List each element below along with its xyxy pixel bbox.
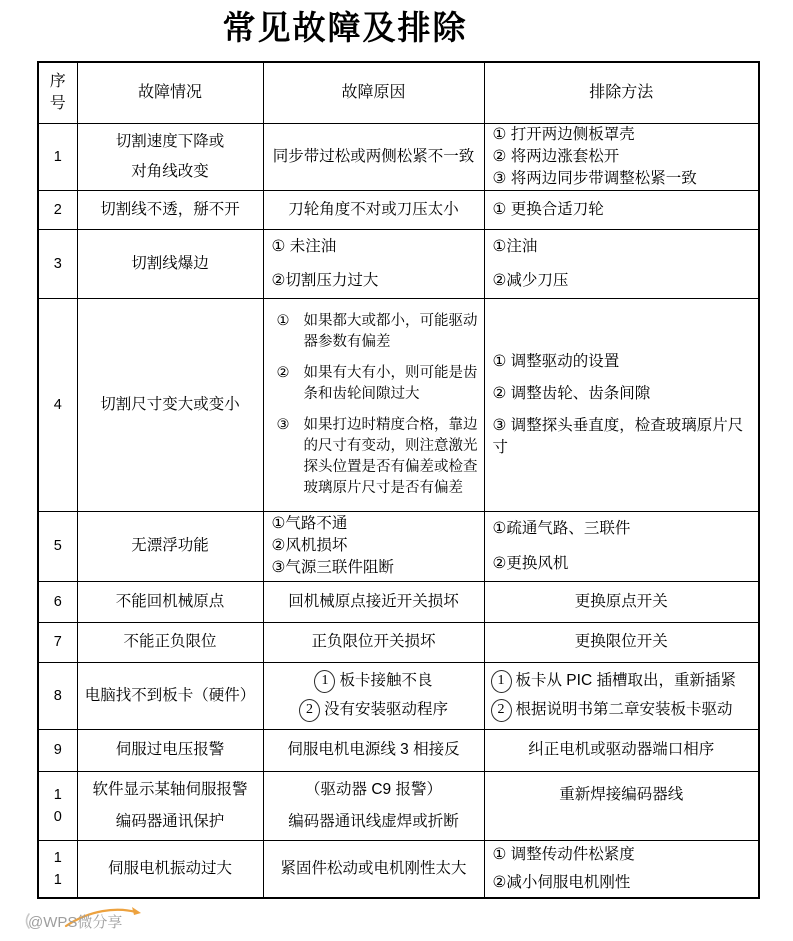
- table-row: [38, 511, 759, 581]
- cell-fault: 不能回机械原点: [77, 581, 263, 622]
- serial-digit: 1: [53, 871, 62, 888]
- cell-serial: 7: [38, 622, 77, 662]
- cell-fix: [484, 662, 759, 729]
- item-number: ②: [276, 364, 290, 381]
- item-text: 板卡接触不良: [339, 672, 433, 689]
- header-fault: 故障情况: [77, 62, 263, 123]
- cause-line: ①气路不通: [271, 515, 348, 532]
- table-header-row: [38, 62, 759, 123]
- cell-cause: [263, 229, 484, 298]
- cell-cause: 回机械原点接近开关损坏: [263, 581, 484, 622]
- cell-fault: 伺服电机振动过大: [77, 840, 263, 898]
- item-number: ①: [276, 312, 290, 329]
- fix-line: ②更换风机: [492, 554, 569, 572]
- cell-fix: [484, 298, 759, 511]
- cell-cause: 同步带过松或两侧松紧不一致: [263, 123, 484, 190]
- wps-watermark: [28, 910, 178, 940]
- cell-cause: [263, 662, 484, 729]
- table-row: [38, 622, 759, 662]
- cell-serial: 3: [38, 229, 77, 298]
- header-fix: 排除方法: [484, 62, 759, 123]
- fault-line: 软件显示某轴伺服报警: [92, 780, 248, 798]
- cell-fault: 电脑找不到板卡（硬件）: [77, 662, 263, 729]
- page-title: 常见故障及排除: [222, 11, 468, 47]
- circled-number-icon: 2: [491, 699, 512, 722]
- cell-cause: 伺服电机电源线 3 相接反: [263, 729, 484, 771]
- fix-line: ③ 将两边同步带调整松紧一致: [492, 169, 697, 187]
- header-cause: 故障原因: [263, 62, 484, 123]
- cause-item: [264, 415, 484, 499]
- table-row: [38, 662, 759, 729]
- cause-item: [264, 363, 484, 405]
- cell-fix: ① 更换合适刀轮: [484, 190, 759, 229]
- fix-line: ①疏通气路、三联件: [492, 519, 631, 537]
- item-text: 根据说明书第二章安装板卡驱动: [515, 701, 733, 718]
- cell-serial: 6: [38, 581, 77, 622]
- table-row: [38, 840, 759, 898]
- fix-line: ②减少刀压: [492, 271, 569, 289]
- cell-fix: 更换原点开关: [484, 581, 759, 622]
- cell-fix: [484, 840, 759, 898]
- fix-line: ② 将两边涨套松开: [492, 147, 620, 165]
- cell-cause: [263, 298, 484, 511]
- serial-digit: 0: [53, 808, 62, 825]
- fix-line: ① 调整驱动的设置: [492, 352, 620, 370]
- header-serial-line2: 号: [49, 94, 66, 112]
- cell-fix: 纠正电机或驱动器端口相序: [484, 729, 759, 771]
- cause-item: [264, 311, 484, 353]
- table-row: [38, 729, 759, 771]
- cause-item: [264, 670, 484, 693]
- cell-fault: [77, 771, 263, 840]
- serial-digit: 1: [53, 786, 62, 803]
- fix-line: ①注油: [492, 237, 538, 255]
- table-row: [38, 229, 759, 298]
- cell-cause: 正负限位开关损坏: [263, 622, 484, 662]
- cell-serial: 1: [38, 123, 77, 190]
- cell-serial: 8: [38, 662, 77, 729]
- circled-number-icon: 1: [314, 670, 335, 693]
- cell-fix: [484, 511, 759, 581]
- fix-line: ① 打开两边侧板罩壳: [492, 125, 635, 143]
- fix-line: ②减小伺服电机刚性: [492, 873, 631, 891]
- item-text: 如果都大或都小，可能驱动器参数有偏差: [303, 312, 478, 350]
- cell-fault: [77, 123, 263, 190]
- cell-cause: [263, 511, 484, 581]
- fix-line: ③ 调整探头垂直度，检查玻璃原片尺寸: [492, 416, 744, 456]
- item-text: 板卡从 PIC 插槽取出，重新插紧: [515, 672, 736, 689]
- cell-fault: 切割线爆边: [77, 229, 263, 298]
- item-text: 没有安装驱动程序: [323, 701, 448, 718]
- cell-serial: [38, 840, 77, 898]
- header-serial-line1: 序: [49, 72, 66, 90]
- cause-line: ②风机损坏: [271, 537, 348, 554]
- cell-serial: 2: [38, 190, 77, 229]
- cell-cause: 刀轮角度不对或刀压太小: [263, 190, 484, 229]
- cause-line: （驱动器 C9 报警）: [305, 780, 442, 798]
- fault-line: 编码器通讯保护: [115, 812, 225, 830]
- fix-line: 重新焊接编码器线: [559, 785, 684, 803]
- cause-line: ②切割压力过大: [271, 271, 379, 289]
- cell-fix: [484, 229, 759, 298]
- fault-line: 对角线改变: [131, 162, 209, 180]
- cell-fault: 切割线不透，掰不开: [77, 190, 263, 229]
- table-row: [38, 123, 759, 190]
- item-number: ③: [276, 416, 290, 433]
- cell-fault: 切割尺寸变大或变小: [77, 298, 263, 511]
- watermark-text: @WPS微分享: [28, 914, 123, 931]
- cause-line: ① 未注油: [271, 237, 337, 255]
- circled-number-icon: 1: [491, 670, 512, 693]
- cell-serial: 5: [38, 511, 77, 581]
- item-text: 如果有大有小，则可能是齿条和齿轮间隙过大: [303, 364, 478, 402]
- cell-fix: 更换限位开关: [484, 622, 759, 662]
- fix-line: ① 调整传动件松紧度: [492, 845, 635, 863]
- cell-serial: 4: [38, 298, 77, 511]
- table-row: [38, 298, 759, 511]
- cell-fault: 无漂浮功能: [77, 511, 263, 581]
- cell-cause: 紧固件松动或电机刚性太大: [263, 840, 484, 898]
- cause-item: [264, 699, 484, 722]
- cell-cause: [263, 771, 484, 840]
- table-row: [38, 771, 759, 840]
- fix-item: [485, 699, 759, 722]
- item-text: 如果打边时精度合格，靠边的尺寸有变动，则注意激光探头位置是否有偏差或检查玻璃原片尺寸是否有偏差: [303, 416, 478, 496]
- cell-serial: [38, 771, 77, 840]
- header-serial: [38, 62, 77, 123]
- serial-digit: 1: [53, 849, 62, 866]
- fix-item: [485, 670, 759, 693]
- cause-line: 编码器通讯线虚焊或折断: [288, 812, 459, 830]
- fix-line: ② 调整齿轮、齿条间隙: [492, 384, 651, 402]
- cell-fix: [484, 123, 759, 190]
- fault-line: 切割速度下降或: [115, 132, 225, 150]
- circled-number-icon: 2: [299, 699, 320, 722]
- cause-line: ③气源三联件阻断: [271, 559, 394, 576]
- cell-fix: [484, 771, 759, 840]
- table-row: [38, 581, 759, 622]
- cell-fault: 伺服过电压报警: [77, 729, 263, 771]
- fault-table: [37, 61, 760, 899]
- table-row: [38, 190, 759, 229]
- cell-fault: 不能正负限位: [77, 622, 263, 662]
- cell-serial: 9: [38, 729, 77, 771]
